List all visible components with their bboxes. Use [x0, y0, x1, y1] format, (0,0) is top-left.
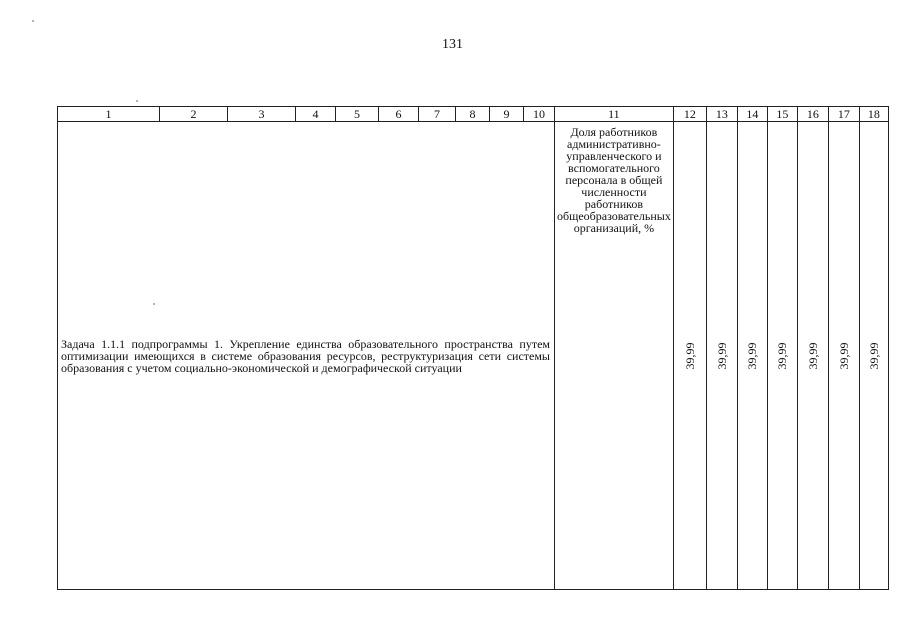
value-cell-13 — [706, 122, 737, 590]
column-number-13: 13 — [706, 107, 737, 122]
column-number-8: 8 — [456, 107, 490, 122]
value-cell-12 — [673, 122, 706, 590]
value-cell-14 — [737, 122, 767, 590]
value-16: 39,99 — [805, 342, 820, 369]
column-number-6: 6 — [379, 107, 419, 122]
column-number-16: 16 — [797, 107, 828, 122]
value-cell-15 — [767, 122, 797, 590]
value-cell-17 — [828, 122, 859, 590]
column-number-15: 15 — [767, 107, 797, 122]
column-number-2: 2 — [160, 107, 228, 122]
column-number-17: 17 — [828, 107, 859, 122]
table-row — [58, 122, 889, 590]
column-number-1: 1 — [58, 107, 160, 122]
column-number-7: 7 — [419, 107, 456, 122]
column-number-4: 4 — [296, 107, 336, 122]
scan-speck — [136, 100, 138, 102]
value-18: 39,99 — [866, 342, 881, 369]
column-number-18: 18 — [859, 107, 888, 122]
column-number-9: 9 — [490, 107, 524, 122]
scan-speck — [32, 20, 34, 22]
column-number-5: 5 — [336, 107, 379, 122]
value-12: 39,99 — [682, 342, 697, 369]
task-description: Задача 1.1.1 подпрограммы 1. Укрепление единства образовательного пространства путем оптимизации имеющихся в системе образования ресурсов, реструктуризация сети системы образования с учетом социально-экономической и демографической ситуации — [58, 122, 555, 590]
column-number-14: 14 — [737, 107, 767, 122]
column-number-3: 3 — [228, 107, 296, 122]
value-cell-18 — [859, 122, 888, 590]
header-row — [58, 107, 889, 122]
indicator-name: Доля работников административно-управленческого и вспомогательного персонала в общей численности работников общеобразовательных организаций, % — [555, 122, 674, 590]
column-number-11: 11 — [555, 107, 674, 122]
scan-speck — [153, 303, 155, 305]
value-15: 39,99 — [775, 342, 790, 369]
value-14: 39,99 — [745, 342, 760, 369]
page-number: 131 — [442, 37, 463, 52]
data-table — [57, 106, 889, 590]
value-cell-16 — [797, 122, 828, 590]
value-17: 39,99 — [836, 342, 851, 369]
value-13: 39,99 — [714, 342, 729, 369]
column-number-12: 12 — [673, 107, 706, 122]
column-number-10: 10 — [524, 107, 555, 122]
